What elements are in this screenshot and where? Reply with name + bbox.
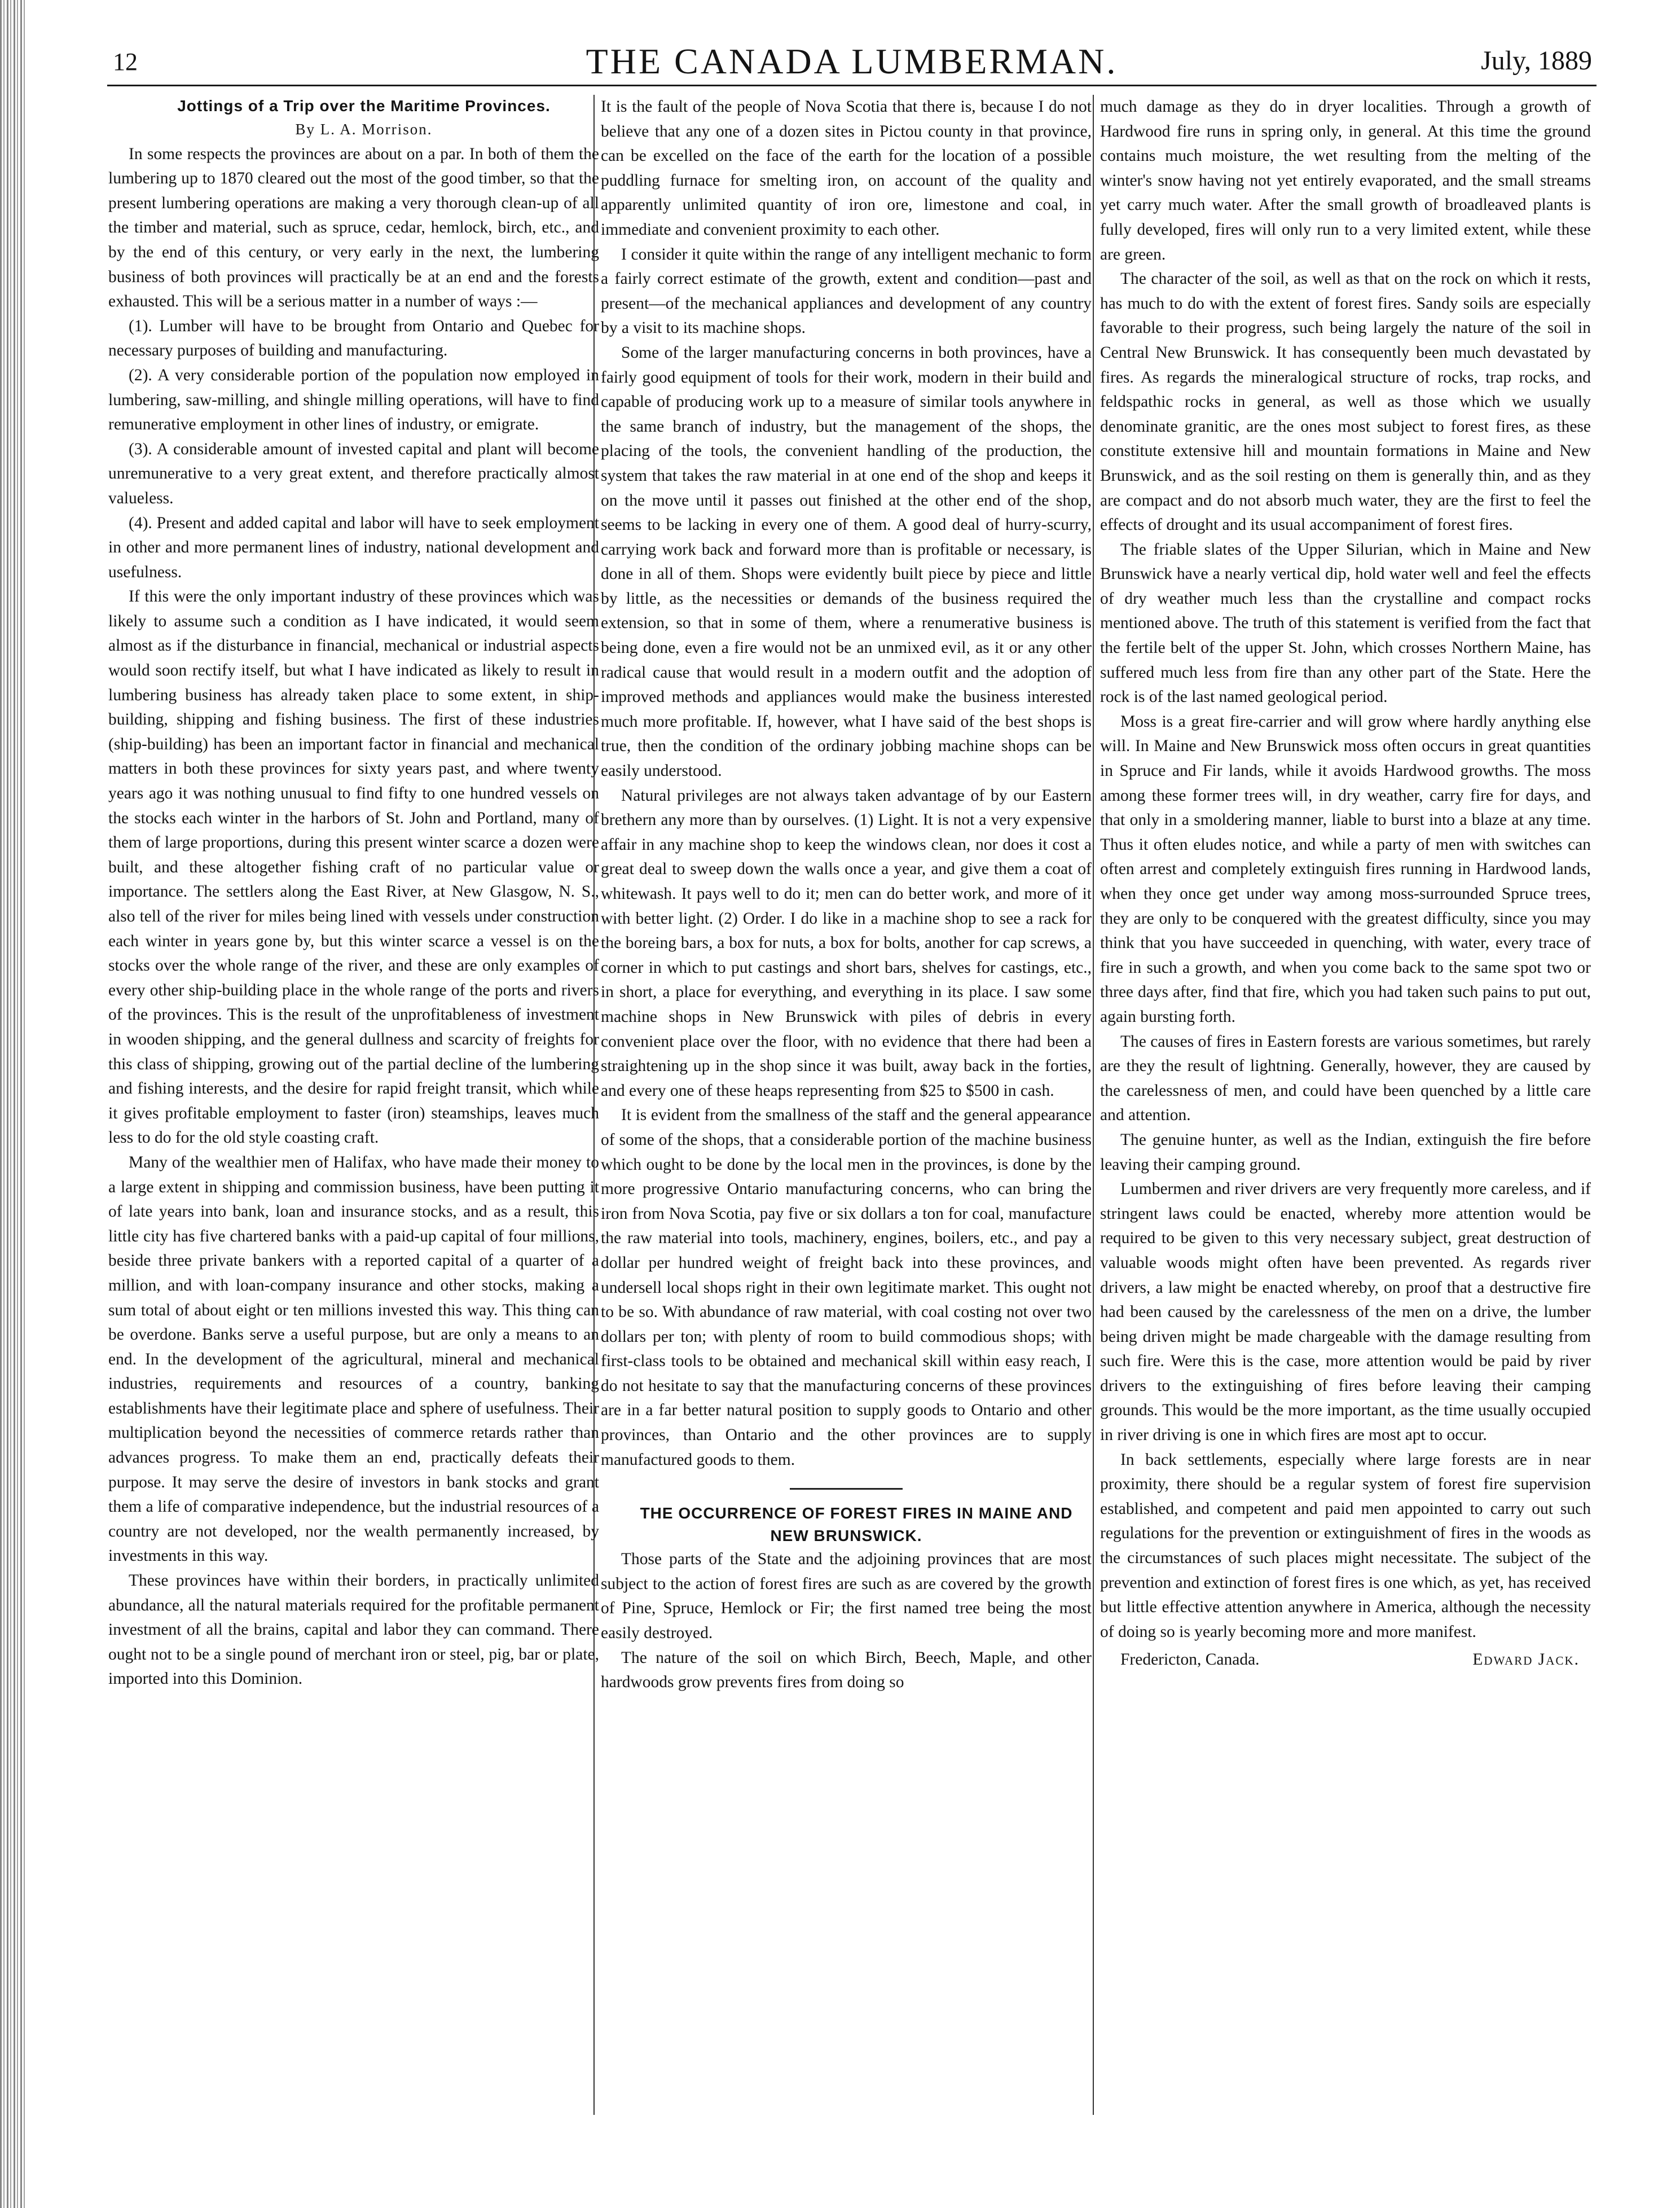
article-separator (790, 1488, 903, 1490)
article-title: THE OCCURRENCE OF FOREST FIRES IN MAINE AND NEW BRUNSWICK. (640, 1504, 1073, 1545)
paragraph: Many of the wealthier men of Halifax, who have made their money to a large extent in shipping and commission business, have been putting it of late years into bank, loan and insurance stocks, and as a result, this little city has five chartered banks with a paid-up capital of four millions, beside three private bankers with a reported capital of a quarter of a million, and with loan-company insurance and other stocks, making a sum total of about eight or ten millions invested this way. This thing can be overdone. Banks serve a useful purpose, but are only a means to an end. In the development of the agricultural, mineral and mechanical industries, requirements and resources of a country, banking establishments have their legitimate place and sphere of usefulness. Their multiplication beyond the necessities of commerce retards rather than advances progress. To make them an end, practically defeats their purpose. It may serve the desire of investors in bank stocks and grant them a life of comparative independence, but the industrial resources of a country are not developed, nor the wealth permanently increased, by investments in this way. (108, 1153, 599, 1565)
paragraph: I consider it quite within the range of any intelligent mechanic to form a fairly correct estimate of the growth, extent and condition—past and present—of the mechanical appliances and development of any country by a visit to its machine shops. (601, 245, 1092, 337)
paragraph: The genuine hunter, as well as the Indian, extinguish the fire before leaving their camping ground. (1100, 1130, 1591, 1174)
byline: By L. A. Morrison. (295, 121, 433, 138)
masthead: THE CANADA LUMBERMAN. (586, 41, 1118, 81)
column-rule (1093, 95, 1094, 2115)
paragraph: The nature of the soil on which Birch, Beech, Maple, and other hardwoods grow prevents fires from doing so (601, 1648, 1092, 1692)
paragraph: Natural privileges are not always taken advantage of by our Eastern brethern any more than by ourselves. (1) Light. It is not a very expensive affair in any machine shop to keep the windows clean, nor does it cost a great deal to sweep down the walls once a year, and give them a coat of whitewash. It pays well to do it; men can do better work, and more of it with better light. (2) Order. I do like in a machine shop to see a rack for the boreing bars, a box for nuts, a box for bolts, another for cap screws, a corner in which to put castings and short bars, shelves for castings, etc., in short, a place for everything, and everything in its place. I saw some machine shops in New Brunswick with piles of debris in every convenient place over the floor, with no evidence that there had been a straightening up in the shop since it was built, away back in the forties, and every one of these heaps representing from $25 to $500 in cash. (601, 786, 1092, 1100)
column-3 (1100, 95, 1591, 2154)
paragraph: (3). A considerable amount of invested capital and plant will become unremunerative to a very great extent, and therefore practically almost valueless. (108, 440, 599, 507)
paragraph: Lumbermen and river drivers are very frequently more careless, and if stringent laws could be enacted, whereby more attention would be required to be given to this very necessary subject, great destruction of valuable woods might often have been prevented. As regards river drivers, a law might be enacted whereby, on proof that a destructive fire had been caused by the carelessness of the men on a drive, the lumber being driven might be made chargeable with the damage resulting from such fire. Were this is the case, more attention would be paid by river drivers to the extinguishing of fires before leaving their camping grounds. This would be the more important, as the time usually occupied in river driving is one in which fires are most apt to occur. (1100, 1180, 1591, 1445)
paragraph: The causes of fires in Eastern forests are various sometimes, but rarely are they the result of lightning. Generally, however, they are caused by the carelessness of men, and could have been quenched by a little care and attention. (1100, 1032, 1591, 1125)
paragraph: Those parts of the State and the adjoining provinces that are most subject to the action of forest fires are such as are covered by the growth of Pine, Spruce, Hemlock or Fir; the first named tree being the most easily destroyed. (601, 1550, 1092, 1643)
column-1 (108, 95, 599, 2154)
column-2 (601, 95, 1092, 2154)
page-number: 12 (113, 48, 138, 76)
paragraph: It is the fault of the people of Nova Scotia that there is, because I do not believe that any one of a dozen sites in Pictou county in that province, can be excelled on the face of the earth for the location of a possible puddling furnace for smelting iron, on account of the quality and apparently unlimited quantity of iron ore, limestone and coal, in immediate and convenient proximity to each other. (601, 98, 1092, 239)
paragraph: The character of the soil, as well as that on the rock on which it rests, has much to do with the extent of forest fires. Sandy soils are especially favorable to their progress, such being largely the nature of the soil in Central New Brunswick. It has consequently been much devastated by fires. As regards the mineralogical structure of rocks, trap rocks, and feldspathic rocks in general, as well as those which we usually denominate granitic, are the ones most subject to forest fires, as these constitute extensive hill and mountain formations in Maine and New Brunswick, and as the soil resting on them is generally thin, and as they are compact and do not absorb much water, they are the first to feel the effects of drought and its usual accompaniment of forest fires. (1100, 270, 1591, 534)
issue-date: July, 1889 (1481, 46, 1592, 76)
paragraph: In some respects the provinces are about on a par. In both of them the lumbering up to 1870 cleared out the most of the good timber, so that the present lumbering operations are making a very thorough clean-up of all the timber and material, such as spruce, cedar, hemlock, birch, etc., and by the end of this century, or very early in the next, the lumbering business of both provinces will practically be at an end and the forests exhausted. This will be a serious matter in a number of ways :— (108, 144, 599, 311)
paragraph: much damage as they do in dryer localities. Through a growth of Hardwood fire runs in spring only, in general. At this time the ground contains much moisture, the wet resulting from the melting of the winter's snow having not yet entirely evaporated, and the small streams yet carry much water. After the small growth of broadleaved plants is fully developed, fires will only run to a very limited extent, while these are green. (1100, 98, 1591, 264)
paragraph: These provinces have within their borders, in practically unlimited abundance, all the natural materials required for the profitable permanent investment of all the brains, capital and labor they can command. There ought not to be a single pound of merchant iron or steel, pig, bar or plate, imported into this Dominion. (108, 1572, 599, 1688)
paragraph: The friable slates of the Upper Silurian, which in Maine and New Brunswick have a nearly vertical dip, hold water well and feel the effects of dry weather much less than the crystalline and compact rocks mentioned above. The truth of this statement is verified from the fact that the fertile belt of the upper St. John, which crosses Northern Maine, has suffered much less from fire than any other part of the State. Here the rock is of the last named geological period. (1100, 540, 1591, 706)
paragraph: (4). Present and added capital and labor will have to seek employment in other and more permanent lines of industry, national development and usefulness. (108, 513, 599, 581)
paragraph: (2). A very considerable portion of the population now employed in lumbering, saw-milling, and shingle milling operations, will have to find remunerative employment in other lines of industry, or emigrate. (108, 366, 599, 434)
paragraph: It is evident from the smallness of the staff and the general appearance of some of the shops, that a considerable portion of the machine business which ought to be done by the local men in the provinces, is done by the more progressive Ontario manufacturing concerns, who can bring the iron from Nova Scotia, pay five or six dollars a ton for coal, manufacture the raw material into tools, machinery, engines, boilers, etc., and pay a dollar per hundred weight of freight back into these provinces, and undersell local shops right in their own legitimate market. This ought not to be so. With abundance of raw material, with coal costing not over two dollars per ton; with plenty of room to build commodious shops; with first-class tools to be obtained and mechanical skill within easy reach, I do not hesitate to say that the manufacturing concerns of these provinces are in a far better natural position to supply goods to Ontario and other provinces, than Ontario and the other provinces are to supply manufactured goods to them. (601, 1106, 1092, 1469)
page-header (107, 41, 1597, 86)
paragraph: If this were the only important industry of these provinces which was likely to assume such a condition as I have indicated, it would seem almost as if the disturbance in financial, mechanical or industrial aspects would soon rectify itself, but what I have indicated as likely to result in lumbering business has already taken place to some extent, in ship-building, shipping and fishing business. The first of these industries (ship-building) has been an important factor in financial and mechanical matters in both these provinces for sixty years past, and where twenty years ago it was nothing unusual to find fifty to one hundred vessels on the stocks each winter in the harbors of St. John and Portland, many of them of large proportions, during this present winter scarce a dozen were built, and these altogether fishing craft of no particular value or importance. The settlers along the East River, at New Glasgow, N. S., also tell of the river for miles being lined with vessels under construction each winter in years gone by, but this winter scarce a vessel is on the stocks over the whole range of the river, and these are only examples of every other ship-building place in the whole range of the ports and rivers of the provinces. This is the result of the unprofitableness of investment in wooden shipping, and the general dullness and scarcity of freights for this class of shipping, growing out of the partial decline of the lumbering and fishing interests, and the desire for rapid freight transit, which while it gives profitable employment to faster (iron) steamships, leaves much less to do for the old style coasting craft. (108, 587, 599, 1147)
paragraph: (1). Lumber will have to be brought from Ontario and Quebec for necessary purposes of building and manufacturing. (108, 317, 599, 360)
binding-edge (0, 0, 26, 2208)
signature (1100, 1648, 1591, 1673)
paragraph: In back settlements, especially where large forests are in near proximity, there should be a regular system of forest fire supervision established, and competent and paid men appointed to carry out such regulations for the prevention or extinguishment of fires in the woods as the circumstances of such places might necessitate. The subject of the prevention and extinction of forest fires is one which, as yet, has received but little effective attention anywhere in America, although the necessity of doing so is yearly becoming more and more manifest. (1100, 1450, 1591, 1641)
article-title: Jottings of a Trip over the Maritime Provinces. (177, 97, 551, 115)
paragraph: Moss is a great fire-carrier and will grow where hardly anything else will. In Maine and New Brunswick moss often occurs in great quantities in Spruce and Fir lands, while it avoids Hardwood growths. The moss among these former trees will, in dry weather, carry fire for days, and that only in a smoldering manner, liable to burst into a blaze at any time. Thus it often eludes notice, and while a party of men with switches can often arrest and completely extinguish fires running in Hardwood lands, when they once get under way among moss-surrounded Spruce trees, they are only to be conquered with the greatest difficulty, since you may think that you have succeeded in quenching, with water, every trace of fire in such a growth, and when you come back to the same spot two or three days after, find that fire, which you had taken such pains to put out, again bursting forth. (1100, 712, 1591, 1026)
signature-author: Edward Jack. (1472, 1650, 1580, 1669)
signature-place: Fredericton, Canada. (1120, 1650, 1260, 1669)
paragraph: Some of the larger manufacturing concerns in both provinces, have a fairly good equipment of tools for their work, modern in their build and capable of producing work up to a measure of similar tools anywhere in the same branch of industry, but the management of the shops, the placing of the tools, the convenient handling of the production, the system that takes the raw material in at one end of the shop and keeps it on the move until it passes out finished at the other end of the shop, seems to be lacking in every one of them. A good deal of hurry-scurry, carrying work back and forward more than is profitable or necessary, is done in all of them. Shops were evidently built piece by piece and little by little, as the necessities or demands of the business required the extension, so that in some of them, where a renumerative business is being done, even a fire would not be an unmixed evil, as it or any other radical cause that would result in a modern outfit and the adoption of improved methods and appliances would make the business interested much more profitable. If, however, what I have said of the best shops is true, then the condition of the ordinary jobbing machine shops can be easily understood. (601, 343, 1092, 780)
